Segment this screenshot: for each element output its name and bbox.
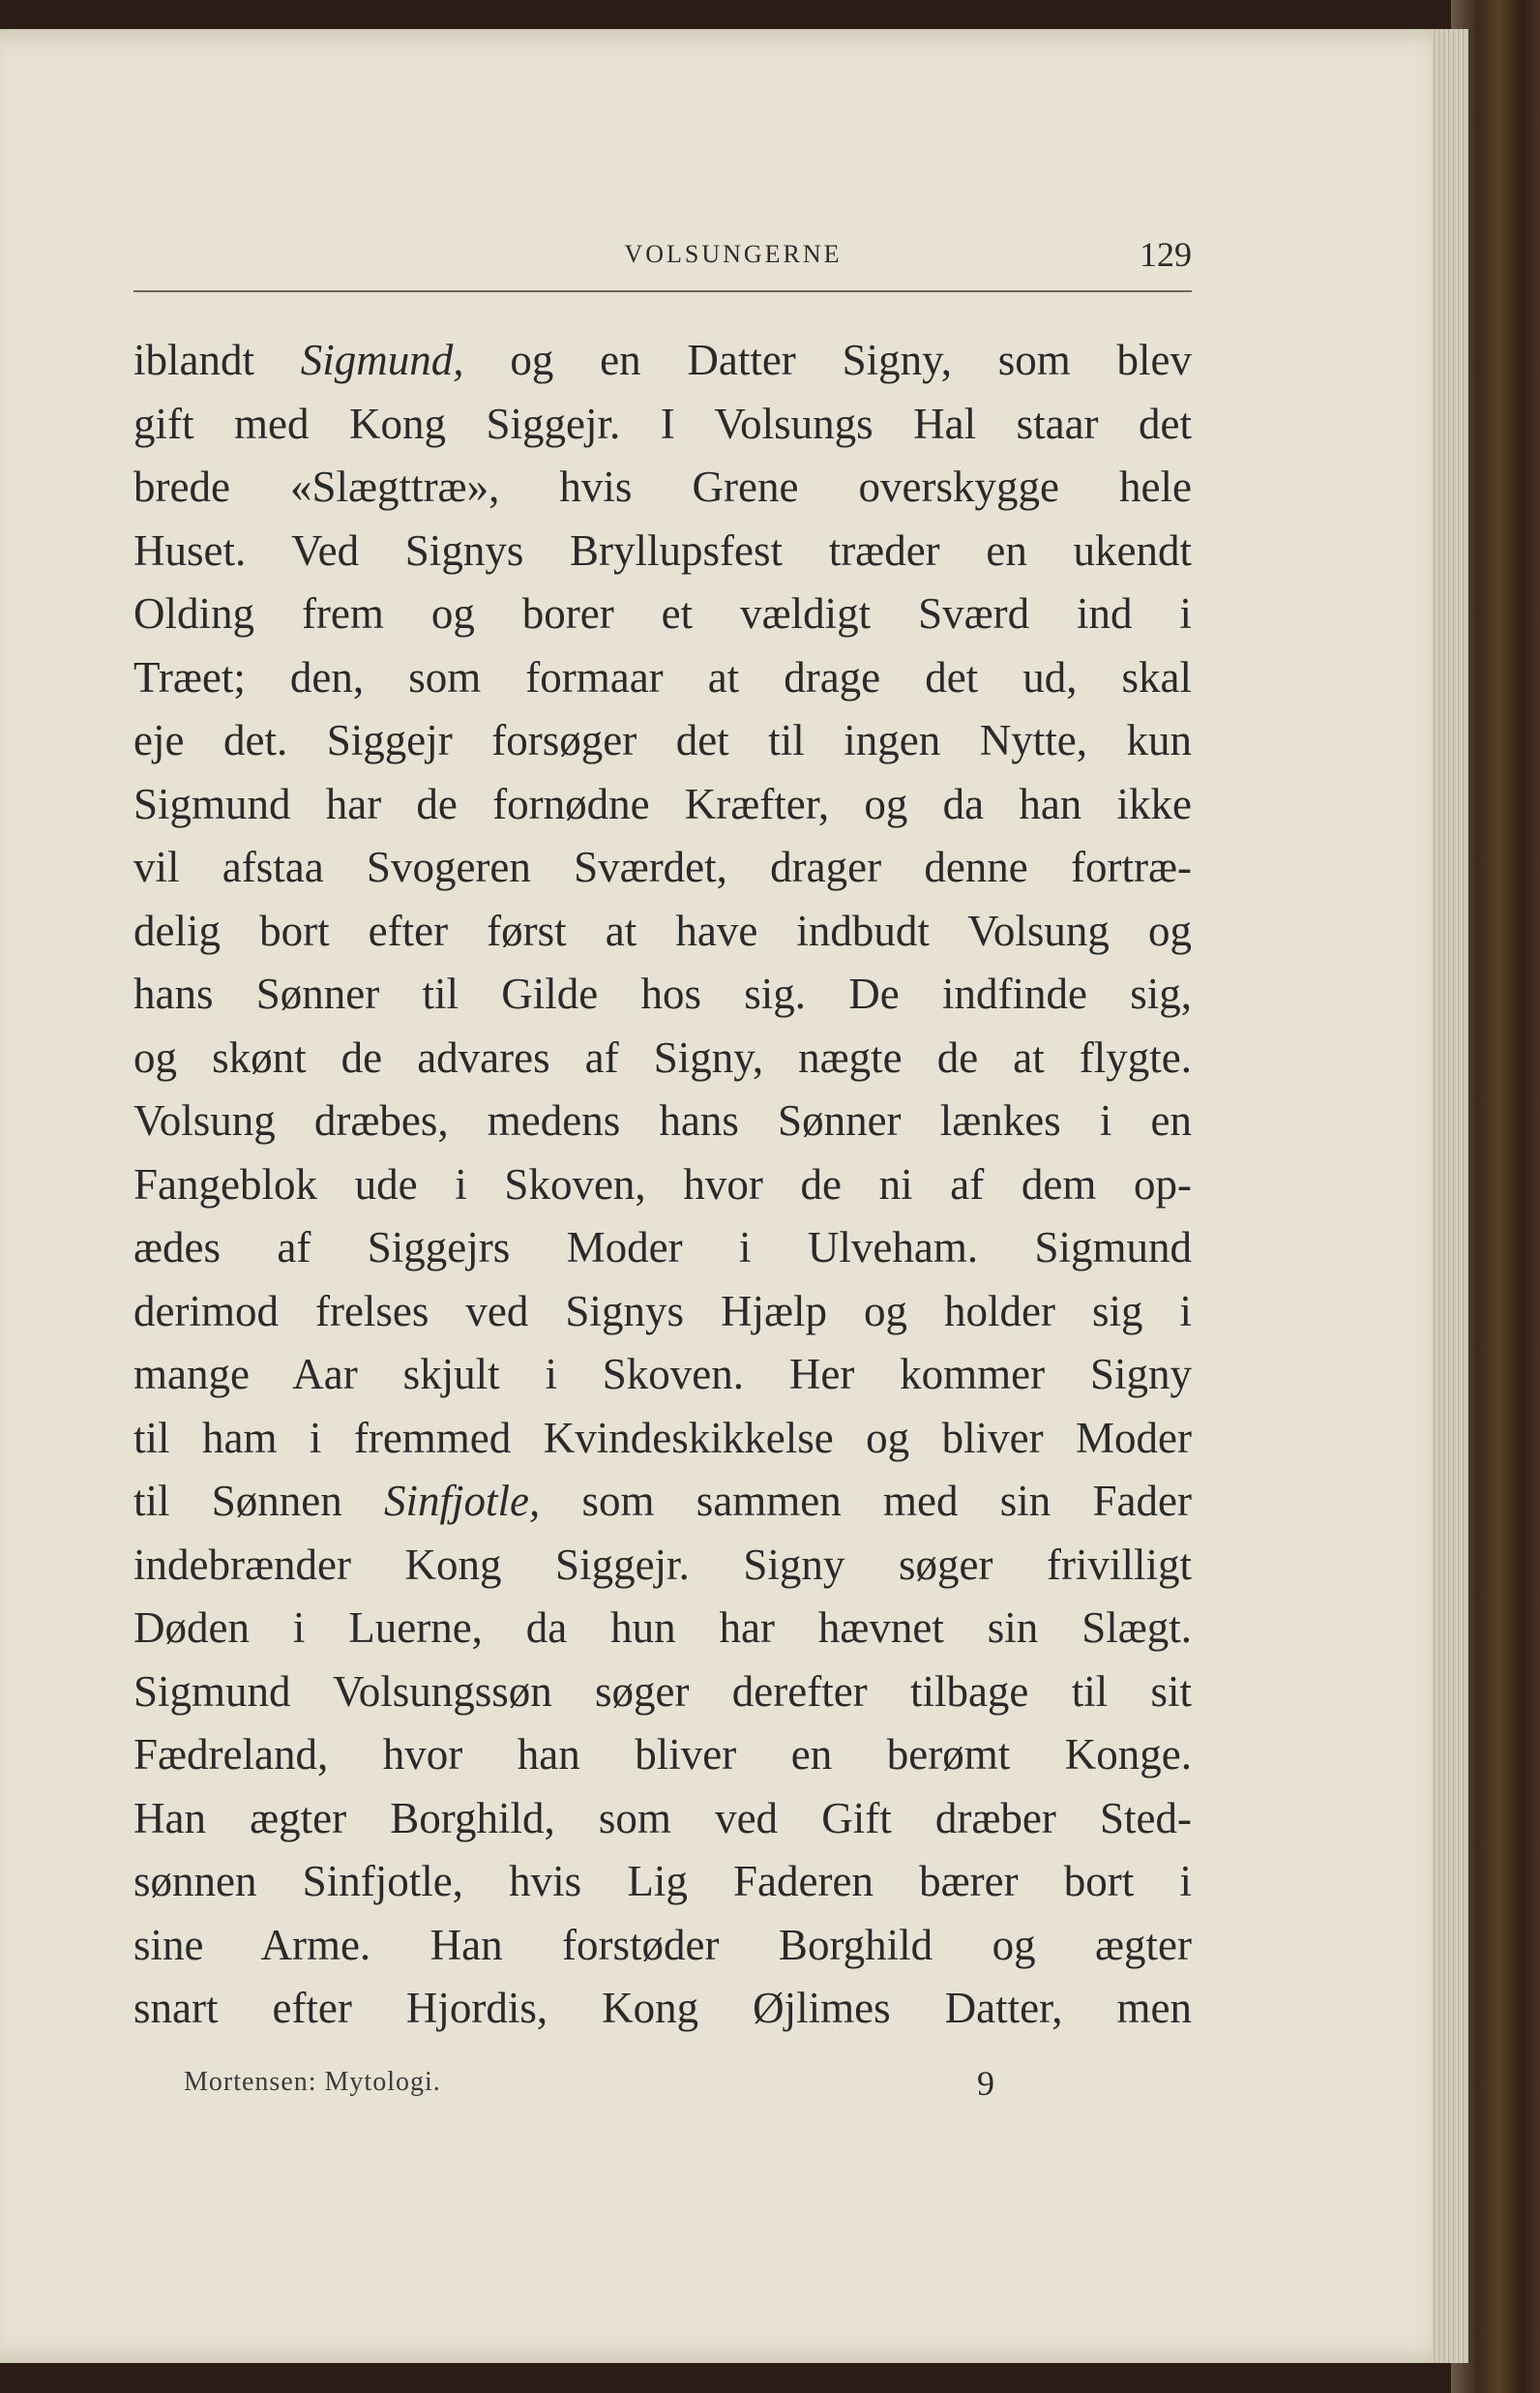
- text-segment: brede «Slægttræ», hvis Grene overskygge hele: [133, 463, 1192, 511]
- text-segment: Sigmund Volsungssøn søger derefter tilbage til sit: [133, 1666, 1192, 1716]
- text-line: [133, 646, 1192, 710]
- text-line: [133, 900, 1192, 964]
- text-segment: vil afstaa Svogeren Sværdet, drager denne fortræ-: [133, 843, 1192, 891]
- page-edges: [1432, 29, 1468, 2363]
- italic-name: Sigmund,: [300, 336, 464, 384]
- text-line: [133, 1407, 1192, 1471]
- text-segment: Olding frem og borer et vældigt Sværd ind i: [133, 589, 1192, 638]
- text-segment: Træet; den, som formaar at drage det ud, skal: [133, 652, 1192, 702]
- sheet-number: 9: [977, 2064, 994, 2103]
- text-segment: hans Sønner til Gilde hos sig. De indfinde sig,: [133, 970, 1192, 1018]
- text-segment: sønnen Sinfjotle, hvis Lig Faderen bærer bort i: [133, 1857, 1192, 1905]
- text-segment: ædes af Siggejrs Moder i Ulveham. Sigmund: [133, 1223, 1192, 1271]
- text-line: [133, 583, 1192, 646]
- text-segment: og skønt de advares af Signy, nægte de at flygte.: [133, 1032, 1192, 1082]
- page-footer: [184, 2063, 1054, 2111]
- text-segment: sine Arme. Han forstøder Borghild og ægter: [133, 1920, 1192, 1969]
- text-segment: derimod frelses ved Signys Hjælp og holder sig i: [133, 1286, 1192, 1335]
- text-segment: eje det. Siggejr forsøger det til ingen Nytte, kun: [133, 716, 1192, 764]
- text-segment: til ham i fremmed Kvindeskikkelse og bliver Moder: [133, 1413, 1192, 1462]
- text-line: [133, 1660, 1192, 1724]
- text-line: [133, 1787, 1192, 1851]
- text-line: [133, 1343, 1192, 1407]
- text-line: [133, 393, 1192, 457]
- text-line: [133, 329, 1192, 393]
- text-line: [133, 456, 1192, 520]
- text-line: [133, 1597, 1192, 1660]
- text-line: [133, 1723, 1192, 1787]
- text-line: [133, 1534, 1192, 1598]
- text-segment: og en Datter Signy, som blev: [463, 336, 1192, 384]
- text-line: [133, 1470, 1192, 1534]
- text-line: [133, 1280, 1192, 1344]
- text-line: [133, 963, 1192, 1027]
- text-line: [133, 836, 1192, 900]
- text-segment: Sigmund har de fornødne Kræfter, og da han ikke: [133, 779, 1192, 828]
- text-line: [133, 1914, 1192, 1978]
- italic-name: Sinfjotle,: [384, 1477, 541, 1525]
- text-segment: Huset. Ved Signys Bryllupsfest træder en ukendt: [133, 525, 1192, 575]
- text-line: [133, 520, 1192, 583]
- text-line: [133, 773, 1192, 837]
- text-line: [133, 1977, 1192, 2041]
- text-line: [133, 709, 1192, 773]
- text-segment: iblandt: [133, 336, 301, 384]
- text-segment: Fangeblok ude i Skoven, hvor de ni af dem op-: [133, 1159, 1192, 1209]
- running-title: VOLSUNGERNE: [624, 240, 843, 268]
- text-segment: Han ægter Borghild, som ved Gift dræber Sted-: [133, 1793, 1192, 1842]
- text-segment: som sammen med sin Fader: [540, 1477, 1192, 1525]
- text-segment: gift med Kong Siggejr. I Volsungs Hal staar det: [133, 399, 1192, 448]
- text-line: [133, 1153, 1192, 1217]
- text-line: [133, 1027, 1192, 1091]
- text-line: [133, 1216, 1192, 1280]
- text-segment: til Sønnen: [133, 1477, 385, 1525]
- text-line: [133, 1850, 1192, 1914]
- text-segment: Døden i Luerne, da hun har hævnet sin Slægt.: [133, 1603, 1192, 1652]
- printer-signature: Mortensen: Mytologi.: [184, 2067, 441, 2097]
- text-line: [133, 1090, 1192, 1153]
- text-segment: snart efter Hjordis, Kong Øjlimes Datter, men: [133, 1984, 1192, 2032]
- page-header: [133, 232, 1192, 292]
- text-segment: Volsung dræbes, medens hans Sønner lænkes i en: [133, 1096, 1192, 1145]
- text-segment: indebrænder Kong Siggejr. Signy søger frivilligt: [133, 1540, 1192, 1589]
- text-segment: mange Aar skjult i Skoven. Her kommer Signy: [133, 1350, 1192, 1398]
- text-segment: Fædreland, hvor han bliver en berømt Konge.: [133, 1730, 1192, 1779]
- text-segment: delig bort efter først at have indbudt Volsung og: [133, 906, 1192, 955]
- page-number: 129: [1140, 235, 1192, 274]
- body-text: [133, 329, 1192, 2041]
